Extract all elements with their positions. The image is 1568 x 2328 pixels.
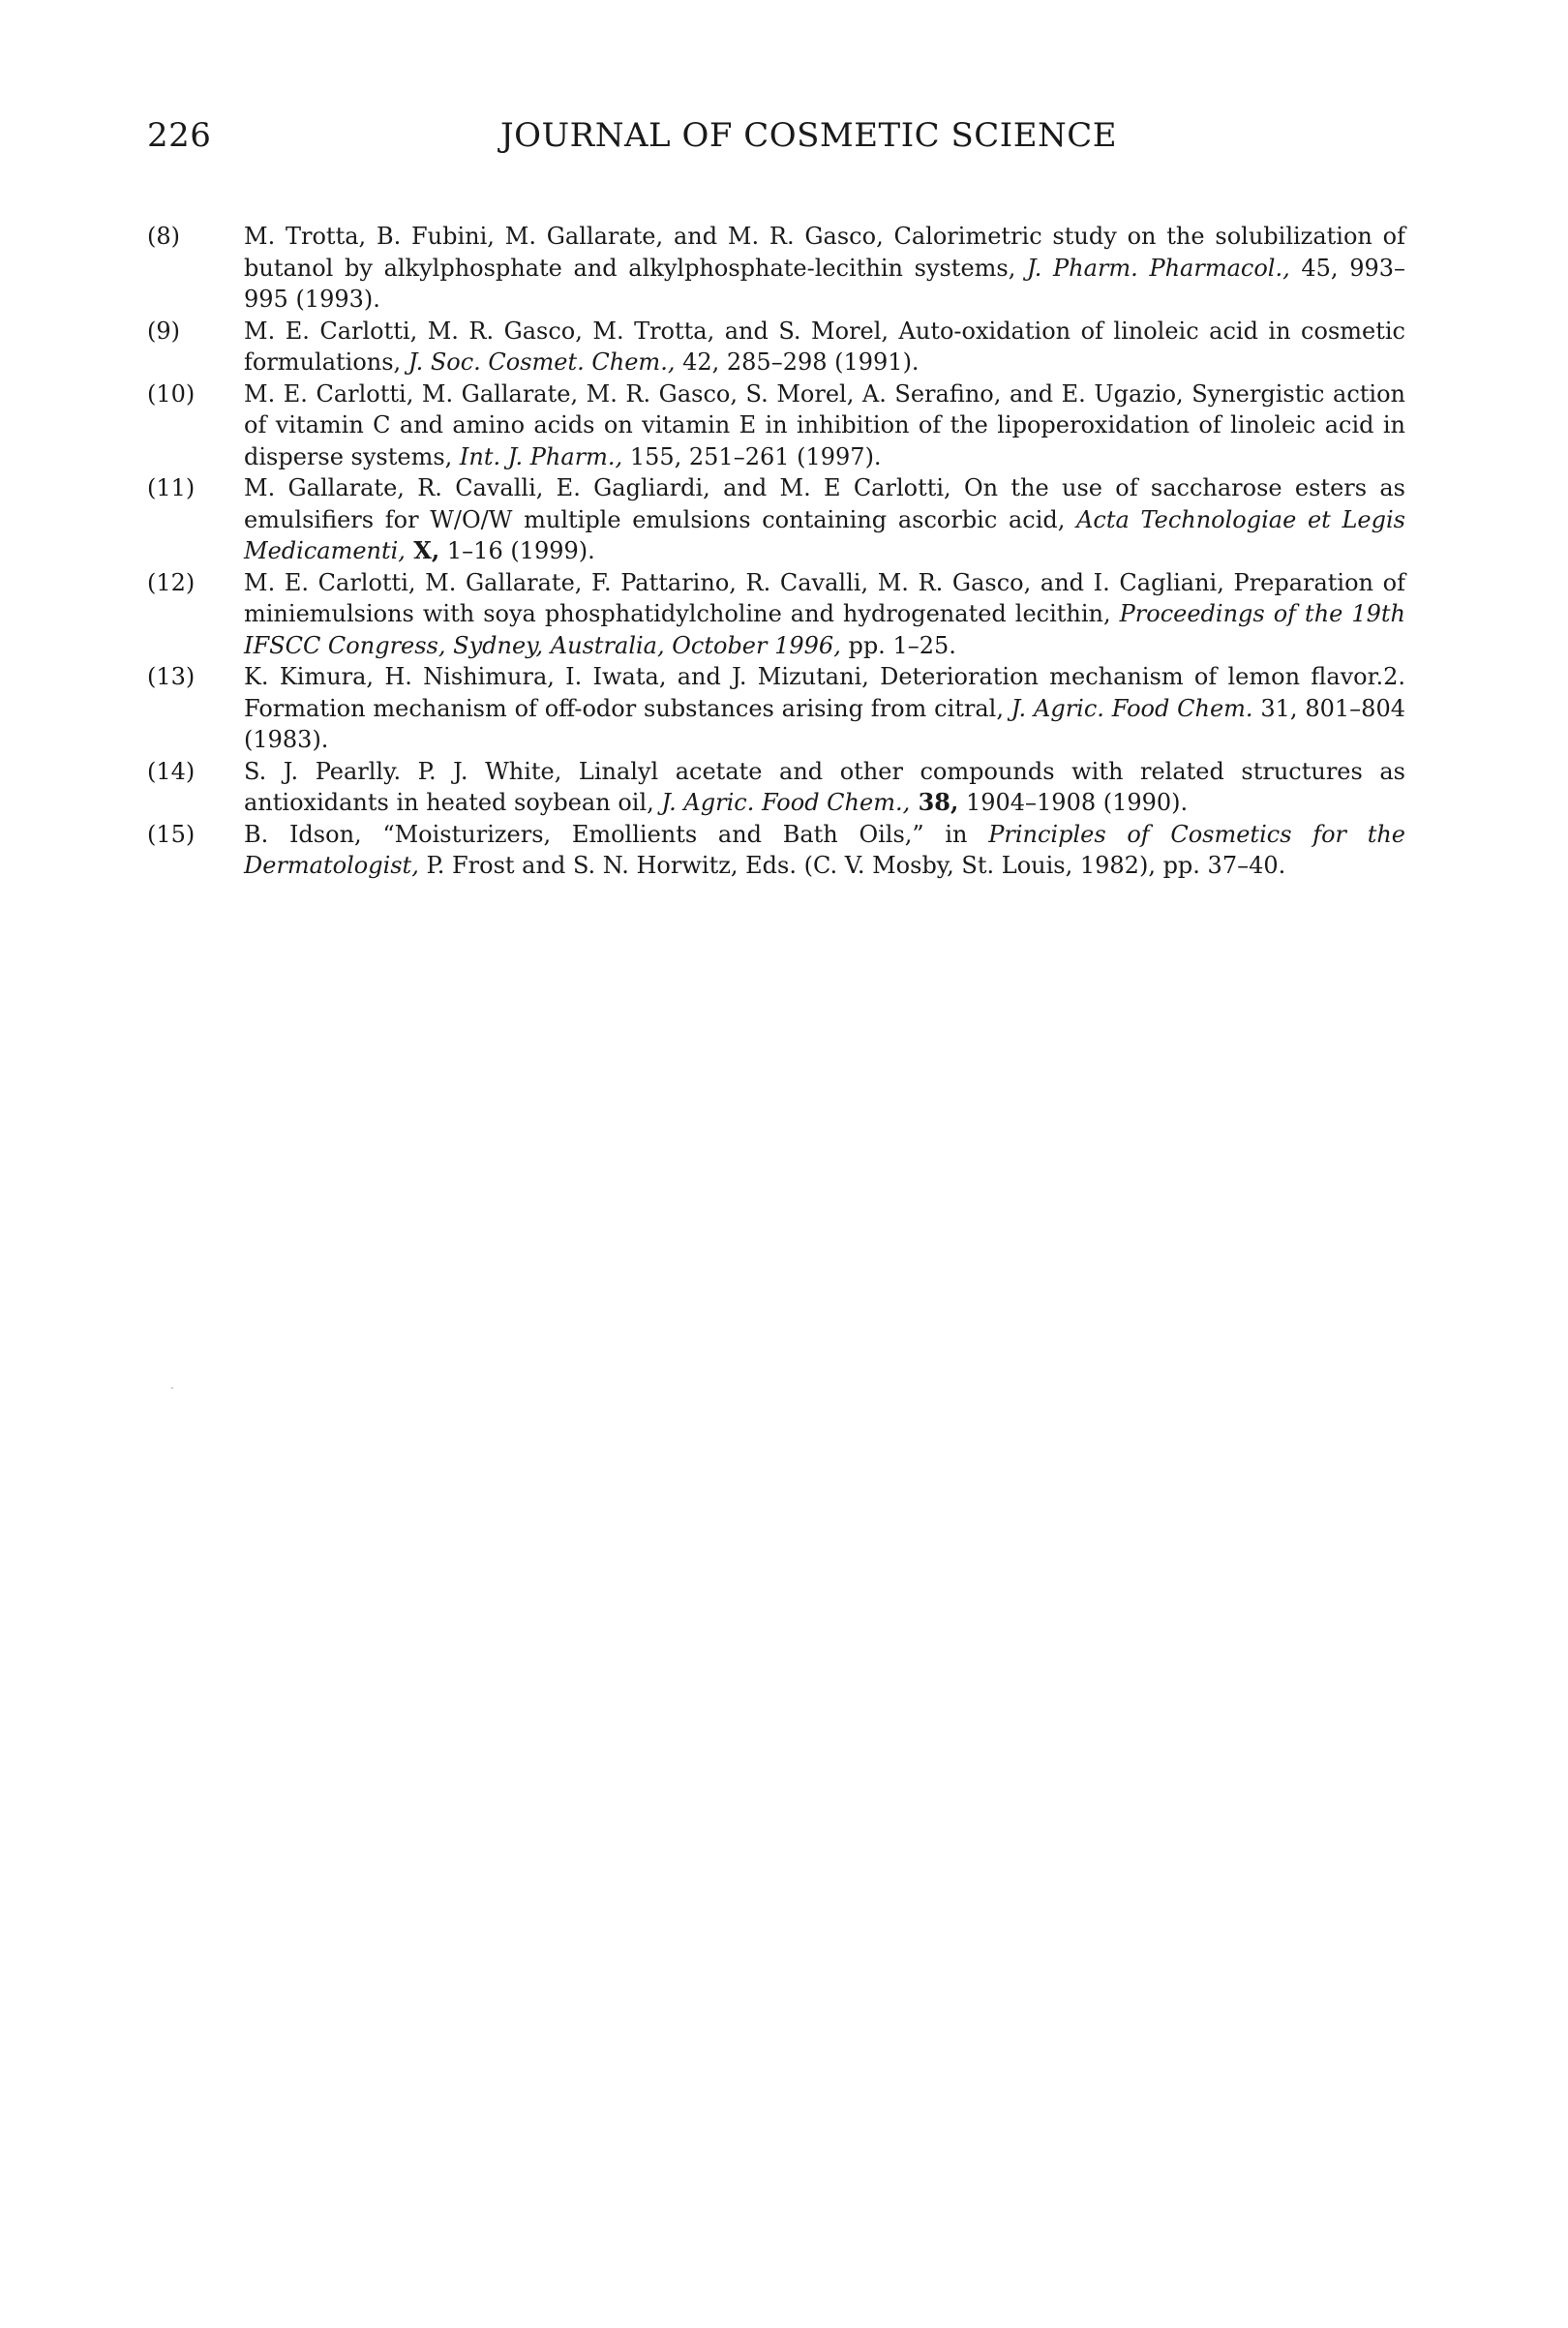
reference-segment: 1–16 (1999). [439, 537, 595, 564]
reference-number: (12) [147, 568, 196, 596]
reference-item [147, 819, 1405, 882]
reference-segment: 45, 993–995 (1993). [244, 254, 1405, 313]
reference-number: (13) [147, 663, 196, 690]
reference-item [147, 567, 1405, 662]
running-header [147, 116, 1405, 165]
reference-text [244, 661, 1405, 756]
reference-segment: 31, 801–804 (1983). [244, 694, 1405, 753]
reference-segment: 155, 251–261 (1997). [622, 442, 882, 470]
reference-text [244, 472, 1405, 567]
reference-source-title: Int. J. Pharm., [459, 442, 623, 470]
reference-text [244, 819, 1405, 882]
reference-list [147, 221, 1405, 882]
reference-volume: X, [405, 536, 440, 564]
reference-source-title: J. Pharm. Pharmacol., [1027, 254, 1290, 282]
reference-number: (10) [147, 379, 196, 408]
reference-item [147, 472, 1405, 567]
reference-text [244, 756, 1405, 819]
reference-text [244, 221, 1405, 316]
reference-segment: K. Kimura, H. Nishimura, I. Iwata, and J. Mizutani, Deterioration mechanism of lemon flavor.2. Formation mechanism of off-odor substances arising from citral, [244, 663, 1405, 722]
reference-text [244, 567, 1405, 662]
reference-number: (9) [147, 317, 180, 345]
reference-item [147, 221, 1405, 316]
reference-item [147, 661, 1405, 756]
reference-item [147, 378, 1405, 473]
reference-number: (11) [147, 474, 196, 501]
reference-text [244, 378, 1405, 473]
reference-number: (14) [147, 757, 196, 785]
reference-segment: pp. 1–25. [840, 631, 956, 659]
reference-item [147, 316, 1405, 378]
reference-segment: B. Idson, “Moisturizers, Emollients and Bath Oils,” in [244, 820, 989, 848]
reference-segment: M. E. Carlotti, M. R. Gasco, M. Trotta, and S. Morel, Auto-oxidation of linoleic acid in cosmetic formulations, [244, 317, 1405, 376]
reference-source-title: Proceedings of the 19th IFSCC Congress, Sydney, Australia, October 1996, [244, 600, 1405, 659]
reference-text [244, 316, 1405, 378]
reference-segment: 42, 285–298 (1991). [675, 348, 920, 376]
reference-segment: M. Gallarate, R. Cavalli, E. Gagliardi, and M. E Carlotti, On the use of saccharose esters as emulsifiers for W/O/W multiple emulsions containing ascorbic acid, [244, 474, 1405, 533]
reference-source-title: J. Soc. Cosmet. Chem., [407, 348, 676, 376]
reference-segment: S. J. Pearlly. P. J. White, Linalyl acetate and other compounds with related structures as antioxidants in heated soybean oil, [244, 757, 1405, 816]
reference-source-title: Principles of Cosmetics for the Dermatologist, [244, 820, 1405, 879]
reference-volume: 38, [910, 788, 959, 816]
reference-segment: M. Trotta, B. Fubini, M. Gallarate, and M. R. Gasco, Calorimetric study on the solubilization of butanol by alkylphosphate and alkylphosphate-lecithin systems, [244, 223, 1405, 282]
reference-source-title: Acta Technologiae et Legis Medicamenti, [244, 505, 1405, 564]
reference-segment: P. Frost and S. N. Horwitz, Eds. (C. V. Mosby, St. Louis, 1982), pp. 37–40. [418, 852, 1286, 879]
journal-title: JOURNAL OF COSMETIC SCIENCE [500, 116, 1118, 155]
reference-segment: M. E. Carlotti, M. Gallarate, F. Pattarino, R. Cavalli, M. R. Gasco, and I. Cagliani, Preparation of miniemulsions with soya phosphatidylcholine and hydrogenated lecithin, [244, 568, 1405, 627]
scan-speck [171, 1387, 173, 1389]
reference-item [147, 756, 1405, 819]
reference-source-title: J. Agric. Food Chem., [661, 789, 911, 816]
reference-segment: 1904–1908 (1990). [958, 789, 1189, 816]
reference-number: (15) [147, 820, 196, 848]
reference-source-title: J. Agric. Food Chem. [1010, 694, 1253, 722]
reference-number: (8) [147, 223, 180, 250]
page-number: 226 [147, 116, 212, 155]
reference-segment: M. E. Carlotti, M. Gallarate, M. R. Gasco, S. Morel, A. Serafino, and E. Ugazio, Synergistic action of vitamin C and amino acids on vitamin E in inhibition of the lipoperoxidation of linoleic acid in disperse systems, [244, 379, 1405, 470]
